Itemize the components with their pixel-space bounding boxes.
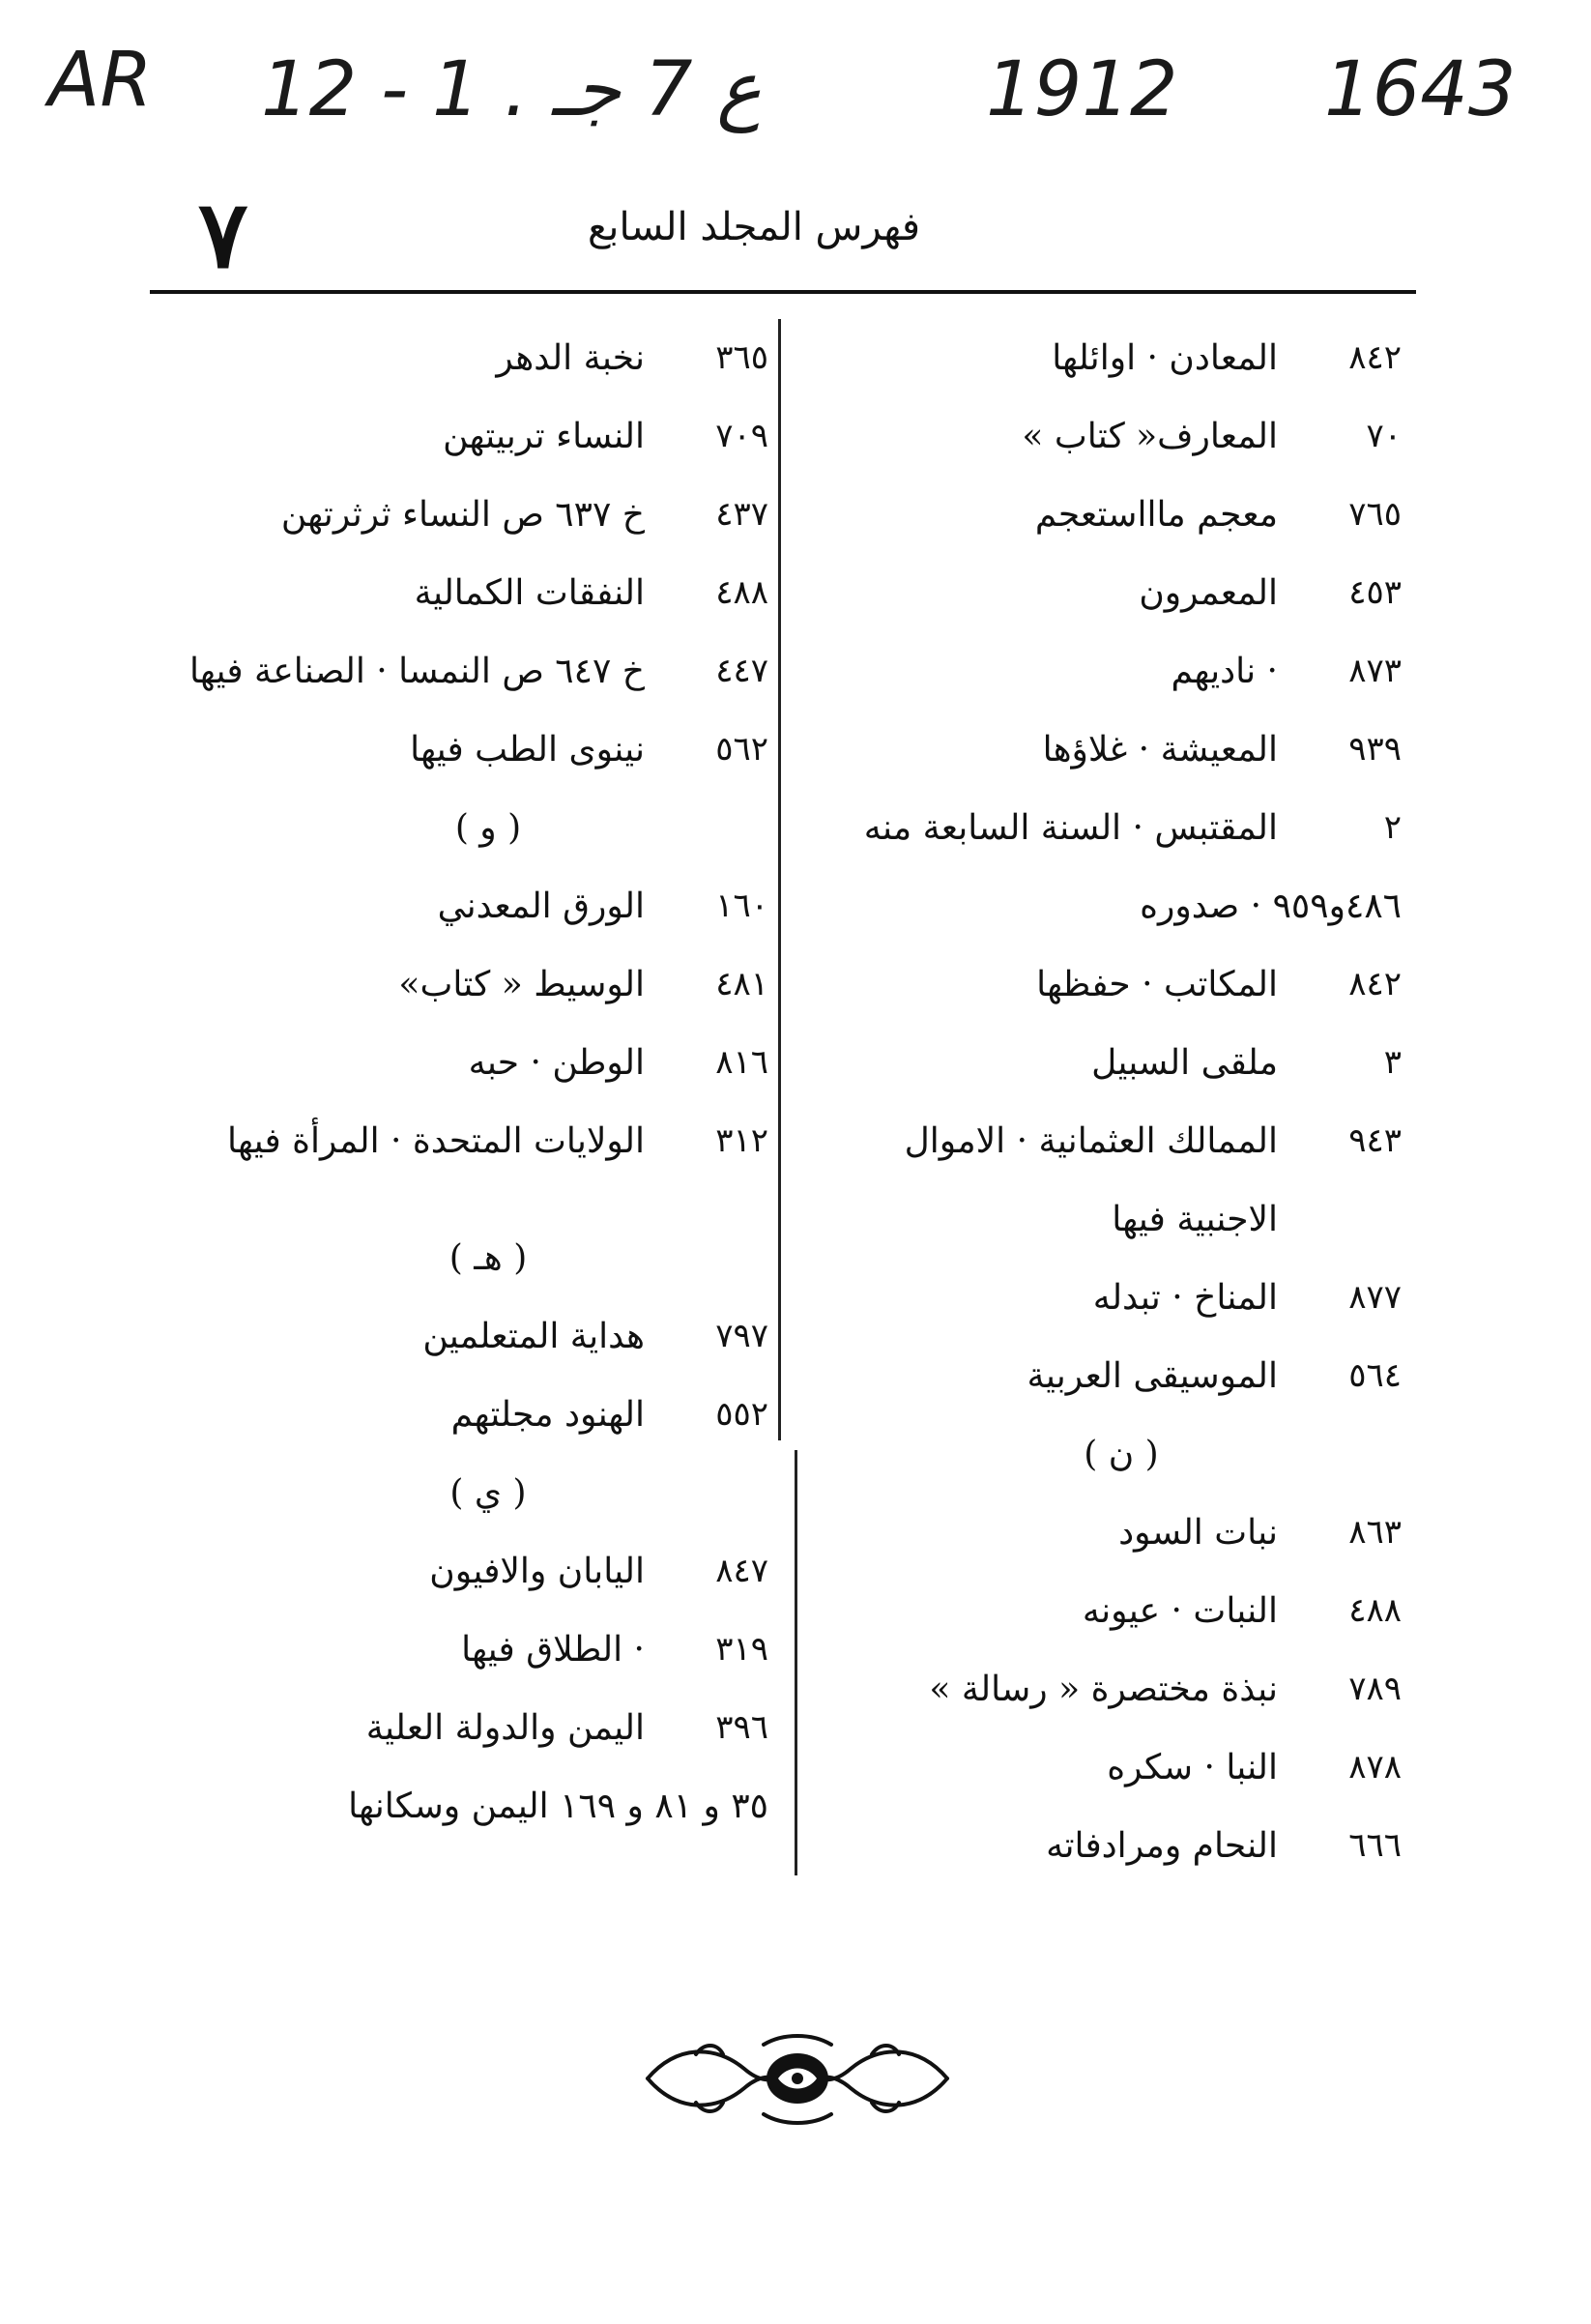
entry-label: ملقى السبيل: [1091, 1042, 1278, 1083]
index-entry: [150, 1102, 768, 1180]
entry-label: ٣٥ و ٨١ و ١٦٩ اليمن وسكانها: [348, 1786, 768, 1826]
entry-label: الهنود مجلتهم: [450, 1394, 645, 1435]
page-number: ٨٤٧: [715, 1552, 768, 1591]
index-entry: [802, 867, 1402, 945]
section-heading-nun: ( ن ): [1084, 1434, 1159, 1474]
entry-label: المعيشة · غلاؤها: [1042, 729, 1278, 770]
entry-label: خ ٦٤٧ ص النمسا · الصناعة فيها: [188, 651, 645, 691]
entry-label: معجم ماااستعجم: [1034, 494, 1278, 535]
entry-label: · الطلاق فيها: [461, 1629, 645, 1670]
entry-label: المناخ · تبدله: [1092, 1277, 1278, 1318]
entry-label: الولايات المتحدة · المرأة فيها: [227, 1120, 645, 1161]
index-column-left: [150, 319, 768, 1845]
entry-label: المكاتب · حفظها: [1036, 964, 1278, 1004]
page-number: ٣٦٥: [715, 338, 768, 378]
entry-label: النبات · عيونه: [1082, 1590, 1278, 1631]
index-entry: [150, 1689, 768, 1767]
page-number: ٧٠٩: [715, 417, 768, 456]
page-number: ٣١٩: [715, 1630, 768, 1670]
index-entry: [150, 397, 768, 476]
page-title: فهرس المجلد السابع: [588, 205, 920, 249]
page-number: ٩٤٣: [1348, 1121, 1402, 1161]
index-entry: [150, 476, 768, 554]
index-entry: [150, 1767, 768, 1845]
index-entry: [802, 1024, 1402, 1102]
index-entry: [802, 1728, 1402, 1807]
page-number: ٩٣٩: [1348, 730, 1402, 770]
index-entry: [802, 632, 1402, 711]
section-heading-waw: ( و ): [454, 807, 522, 848]
entry-label: هداية المتعلمين: [422, 1316, 645, 1356]
entry-label: النبا · سكره: [1107, 1747, 1278, 1787]
index-entry: [802, 711, 1402, 789]
page-number: ٧٦٥: [1348, 495, 1402, 535]
entry-label: اليابان والافيون: [429, 1551, 645, 1591]
handwritten-code: AR: [48, 37, 153, 124]
index-entry: [150, 1611, 768, 1689]
index-entry: [150, 1532, 768, 1611]
entry-label: نخبة الدهر: [496, 337, 645, 378]
section-heading-ya: ( ي ): [449, 1472, 527, 1513]
index-entry: [150, 319, 768, 397]
page-number: ٨٦٣: [1348, 1513, 1402, 1553]
entry-label: ٤٨٦و٩٥٩ · صدوره: [1140, 886, 1402, 926]
entry-label: الوسيط « كتاب»: [398, 964, 645, 1004]
page-number: ٣١٢: [715, 1121, 768, 1161]
spacer: [150, 1180, 768, 1219]
index-entry: [150, 554, 768, 632]
entry-label: النساء تربيتهن: [443, 416, 645, 456]
page-number: ٣٩٦: [715, 1708, 768, 1748]
index-entry: [802, 397, 1402, 476]
page-number: ٥٦٢: [715, 730, 768, 770]
index-entry: [802, 319, 1402, 397]
index-entry: [802, 1494, 1402, 1572]
page-number: ٦٦٦: [1348, 1826, 1402, 1866]
index-entry: [802, 1337, 1402, 1415]
page-number: ٨٧٧: [1348, 1278, 1402, 1318]
entry-label: نينوى الطب فيها: [410, 729, 645, 770]
page-number: ٨٧٨: [1348, 1748, 1402, 1787]
entry-label: خ ٦٣٧ ص النساء ثرثرتهن: [280, 494, 645, 535]
index-entry-continuation: [802, 1180, 1402, 1259]
page-number: ٨١٦: [715, 1043, 768, 1083]
page-number: ٤٨٨: [1348, 1591, 1402, 1631]
index-entry: [150, 867, 768, 945]
entry-label: اليمن والدولة العلية: [365, 1707, 645, 1748]
index-entry: [802, 1102, 1402, 1180]
index-entry: [150, 1376, 768, 1454]
entry-label: الاجنبية فيها: [1112, 1199, 1278, 1239]
index-entry: [150, 1297, 768, 1376]
page-number: ٥٦٤: [1348, 1356, 1402, 1396]
page-number: ٨٧٣: [1348, 652, 1402, 691]
floral-ornament-icon: [638, 2025, 957, 2132]
entry-label: الوطن · حبه: [468, 1042, 645, 1083]
page-number: ٨٤٢: [1348, 338, 1402, 378]
page-number: ٧٨٩: [1348, 1670, 1402, 1709]
index-entry: [802, 1572, 1402, 1650]
entry-label: نبذة مختصرة « رسالة »: [929, 1669, 1278, 1709]
column-divider-lower: [795, 1450, 797, 1875]
page-number: ٨٤٢: [1348, 965, 1402, 1004]
entry-label: الورق المعدني: [437, 886, 645, 926]
page-number: ٤٤٧: [715, 652, 768, 691]
page-number: ٤٨٨: [715, 573, 768, 613]
index-entry: [802, 476, 1402, 554]
index-entry: [802, 1259, 1402, 1337]
page-number: ٧٩٧: [715, 1317, 768, 1356]
entry-label: الموسيقى العربية: [1027, 1355, 1278, 1396]
entry-label: نبات السود: [1118, 1512, 1278, 1553]
handwritten-header: [0, 17, 1591, 162]
page-number: ٤٣٧: [715, 495, 768, 535]
index-entry: [150, 711, 768, 789]
entry-label: · ناديهم: [1171, 651, 1278, 691]
page-number: ٧٠: [1366, 417, 1402, 456]
index-entry: [802, 945, 1402, 1024]
volume-number: ٧: [198, 180, 248, 289]
page-number: ٣: [1383, 1043, 1402, 1083]
entry-label: المعمرون: [1139, 572, 1278, 613]
index-entry: [150, 1024, 768, 1102]
handwritten-number: 1643: [1324, 46, 1517, 133]
entry-label: المعادن · اوائلها: [1052, 337, 1278, 378]
entry-label: المعارف« كتاب »: [1022, 416, 1278, 456]
section-heading-ha: ( هـ ): [448, 1237, 528, 1278]
header-rule: [150, 290, 1416, 294]
index-entry: [802, 1650, 1402, 1728]
handwritten-ref: 12 - 1 . ع 7 جـ: [261, 46, 762, 133]
entry-label: النفقات الكمالية: [414, 572, 645, 613]
index-entry: [150, 632, 768, 711]
entry-label: الممالك العثمانية · الاموال: [904, 1120, 1278, 1161]
page-number: ٤٨١: [715, 965, 768, 1004]
page-number: ٤٥٣: [1348, 573, 1402, 613]
page-number: ٥٥٢: [715, 1395, 768, 1435]
index-entry: [802, 1807, 1402, 1885]
index-column-right: [802, 319, 1402, 1885]
page-number: ٢: [1383, 808, 1402, 848]
entry-label: النحام ومرادفاته: [1046, 1825, 1278, 1866]
column-divider: [778, 319, 781, 1440]
entry-label: المقتبس · السنة السابعة منه: [863, 807, 1278, 848]
index-entry: [150, 945, 768, 1024]
index-entry: [802, 554, 1402, 632]
index-entry: [802, 789, 1402, 867]
handwritten-year: 1912: [986, 46, 1178, 133]
page-number: ١٦٠: [715, 886, 768, 926]
